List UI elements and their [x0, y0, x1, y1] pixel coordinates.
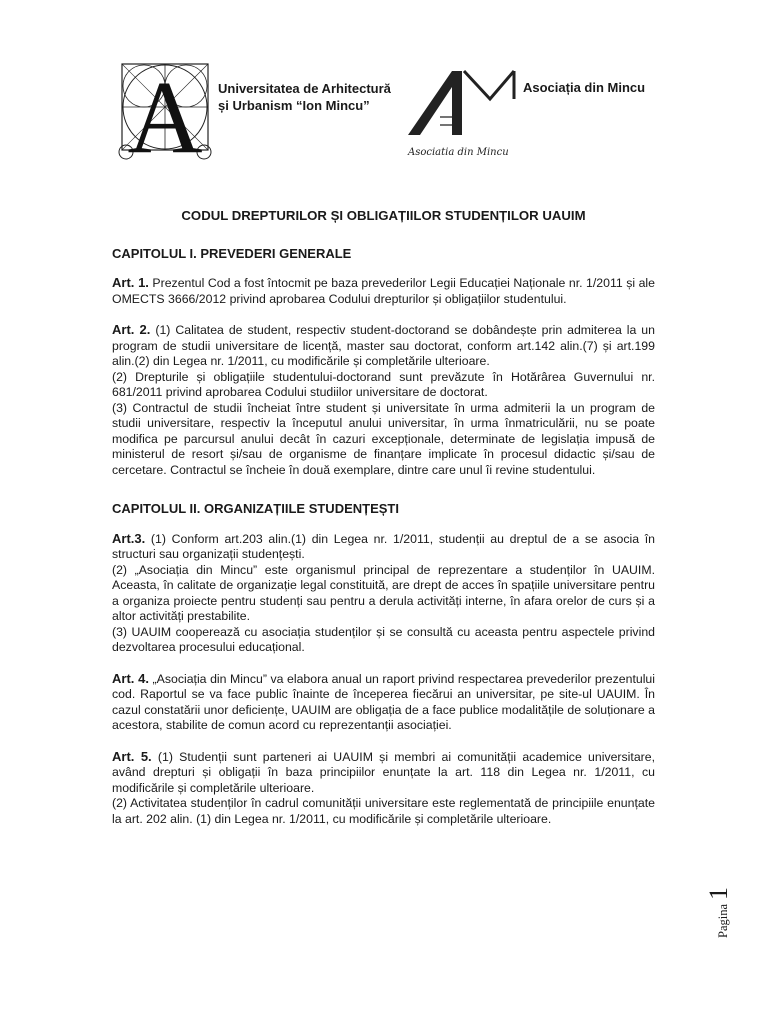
- document-title: CODUL DREPTURILOR ȘI OBLIGAȚIILOR STUDENȚILOR UAUIM: [181, 208, 586, 223]
- article-2-para-3: (3) Contractul de studii încheiat între student și universitate în urma admiterii la un program de studii universitare, respectiv la începutul anului universitar, în urma înmatriculării, nu se poate modifica pe parcursul anului decât în cazuri excepționale, determinate de legislația impusă de ministerul de resort și/sau de organisme de finanțare implicate în procesul didactic și/sau de cercetare. Contractul se încheie în două exemplare, dintre care unul îi revine studentului.: [112, 400, 655, 477]
- article-5-para-1: (1) Studenții sunt parteneri ai UAUIM și membri ai comunității academice universitare, având drepturi și obligații în baza principiilor enunțate la art. 118 din Legea nr. 1/2011, cu modificările și completările ulterioare.: [112, 749, 656, 795]
- page-word: Pagina: [716, 903, 730, 938]
- article-1: [112, 275, 655, 307]
- article-3-label: Art.3.: [112, 530, 146, 546]
- article-1-label: Art. 1.: [112, 275, 149, 290]
- association-logo: [400, 65, 520, 163]
- association-logo-caption: Asociatia din Mincu: [408, 147, 509, 158]
- article-2: [112, 322, 655, 370]
- association-name: Asociația din Mincu: [523, 80, 646, 95]
- document-body: [112, 202, 655, 827]
- article-3-para-2: (2) „Asociația din Mincu” este organismul principal de reprezentare a studenților în UAUIM. Aceasta, în calitate de organizație legal constituită, are drept de acces în spațiile universitare pentru a organiza proiecte pentru studenți sau pentru a derula activități interne, în afara orelor de curs și a altor activități prestabilite.: [112, 562, 655, 623]
- document-header: [0, 0, 768, 175]
- logo-a-letter: A: [127, 60, 203, 164]
- article-4-label: Art. 4.: [112, 670, 149, 686]
- article-2-label: Art. 2.: [112, 322, 151, 337]
- article-3-para-3: (3) UAUIM cooperează cu asociația studenților și se consultă cu aceasta pentru aspectele privind dezvoltarea procesului educațional.: [112, 624, 655, 654]
- article-5-para-2: (2) Activitatea studenților în cadrul comunității universitare este reglementată de principiile enunțate la art. 202 alin. (1) din Legea nr. 1/2011, cu modificările și completările ulterioare.: [112, 796, 655, 826]
- article-5-label: Art. 5.: [112, 748, 152, 764]
- article-3: [112, 531, 655, 563]
- article-4: [112, 671, 655, 734]
- university-name: [218, 80, 391, 114]
- article-2-para-2: (2) Drepturile și obligațiile studentului-doctorand sunt prevăzute în Hotărârea Guvernului nr. 681/2011 privind aprobarea Codului studiilor universitare de doctorat.: [112, 369, 655, 399]
- university-name-line1: Universitatea de Arhitectură: [218, 81, 391, 96]
- university-name-line2: și Urbanism “Ion Mincu”: [218, 98, 370, 113]
- chapter-2-heading: CAPITOLUL II. ORGANIZAȚIILE STUDENȚEȘTI: [112, 501, 399, 516]
- article-2-para-1: (1) Calitatea de student, respectiv student-doctorand se dobândește prin admiterea la un program de studii universitare de licență, master sau doctorat, conform art.142 alin.(7) și art.199 alin.(2) din Legea nr. 1/2011, cu modificările și completările ulterioare.: [112, 323, 655, 368]
- article-1-text: Prezentul Cod a fost întocmit pe baza prevederilor Legii Educației Naționale nr. 1/2011 și ale OMECTS 3666/2012 privind aprobarea Codului drepturilor și obligațiilor studentului.: [112, 276, 655, 306]
- chapter-1-heading: CAPITOLUL I. PREVEDERI GENERALE: [112, 245, 352, 261]
- page-number: 1: [704, 886, 733, 900]
- article-4-text: „Asociația din Mincu” va elabora anual un raport privind respectarea prevederilor prezentului cod. Raportul se va face public înainte de începerea fiecărui an universitar, pe site-ul UAUIM. În cazul constatării unor deficiențe, UAUIM are obligația de a face publice modalitățile de soluționare a acestora, stabilite de comun acord cu reprezentanții asociației.: [112, 671, 655, 732]
- article-3-para-1: (1) Conform art.203 alin.(1) din Legea nr. 1/2011, studenții au dreptul de a se asocia în structuri sau organizații studențești.: [112, 531, 655, 561]
- university-logo: [118, 60, 212, 164]
- article-5: [112, 749, 655, 797]
- page-number-label: [696, 870, 736, 940]
